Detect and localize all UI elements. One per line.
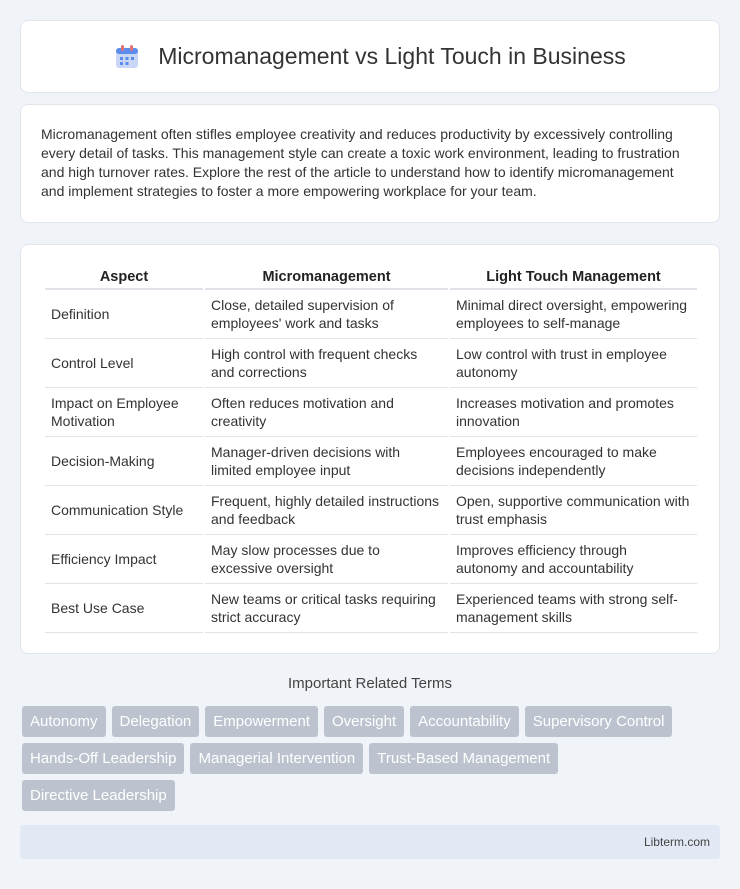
comparison-table (43, 265, 699, 633)
table-cell: Close, detailed supervision of employees' work and tasks (205, 290, 448, 339)
tag-supervisory-control[interactable]: Supervisory Control (525, 706, 673, 737)
table-cell: Best Use Case (45, 584, 203, 633)
table-cell: Control Level (45, 339, 203, 388)
intro-card (20, 104, 720, 223)
table-cell: Often reduces motivation and creativity (205, 388, 448, 437)
table-cell: Communication Style (45, 486, 203, 535)
table-cell: Definition (45, 290, 203, 339)
table-row (45, 486, 697, 535)
tag-hands-off-leadership[interactable]: Hands-Off Leadership (22, 743, 184, 774)
table-cell: Employees encouraged to make decisions independently (450, 437, 697, 486)
table-row (45, 584, 697, 633)
page-title: Micromanagement vs Light Touch in Business (158, 43, 626, 69)
table-cell: Improves efficiency through autonomy and accountability (450, 535, 697, 584)
table-cell: Experienced teams with strong self-management skills (450, 584, 697, 633)
title-card (20, 20, 720, 93)
table-row (45, 388, 697, 437)
intro-text: Micromanagement often stifles employee creativity and reduces productivity by excessively controlling every detail of tasks. This management style can create a toxic work environment, leading to frustration and high turnover rates. Explore the rest of the article to understand how to identify micromanagement and implement strategies to foster a more empowering workplace for your team. (41, 126, 680, 199)
tag-autonomy[interactable]: Autonomy (22, 706, 106, 737)
header-aspect: Aspect (45, 265, 203, 290)
table-cell: Low control with trust in employee autonomy (450, 339, 697, 388)
tag-directive-leadership[interactable]: Directive Leadership (22, 780, 175, 811)
comparison-table-card (20, 244, 720, 654)
table-header-row (45, 265, 697, 290)
table-row (45, 339, 697, 388)
footer-site-link[interactable]: Libterm.com (643, 835, 710, 849)
table-cell: New teams or critical tasks requiring strict accuracy (205, 584, 448, 633)
related-terms-title: Important Related Terms (288, 675, 452, 692)
tag-managerial-intervention[interactable]: Managerial Intervention (190, 743, 363, 774)
table-cell: Manager-driven decisions with limited employee input (205, 437, 448, 486)
table-cell: Frequent, highly detailed instructions and feedback (205, 486, 448, 535)
table-cell: Increases motivation and promotes innovation (450, 388, 697, 437)
table-row (45, 290, 697, 339)
table-cell: May slow processes due to excessive oversight (205, 535, 448, 584)
tag-empowerment[interactable]: Empowerment (205, 706, 318, 737)
table-cell: Decision-Making (45, 437, 203, 486)
footer (20, 825, 720, 859)
calendar-icon (114, 44, 140, 70)
table-cell: Minimal direct oversight, empowering employees to self-manage (450, 290, 697, 339)
table-cell: High control with frequent checks and corrections (205, 339, 448, 388)
table-row (45, 437, 697, 486)
table-cell: Efficiency Impact (45, 535, 203, 584)
table-cell: Open, supportive communication with trust emphasis (450, 486, 697, 535)
header-micromanagement: Micromanagement (205, 265, 448, 290)
related-terms-list (22, 706, 722, 817)
header-light-touch: Light Touch Management (450, 265, 697, 290)
tag-delegation[interactable]: Delegation (112, 706, 200, 737)
tag-oversight[interactable]: Oversight (324, 706, 404, 737)
tag-trust-based-management[interactable]: Trust-Based Management (369, 743, 558, 774)
tag-accountability[interactable]: Accountability (410, 706, 519, 737)
table-cell: Impact on Employee Motivation (45, 388, 203, 437)
table-row (45, 535, 697, 584)
